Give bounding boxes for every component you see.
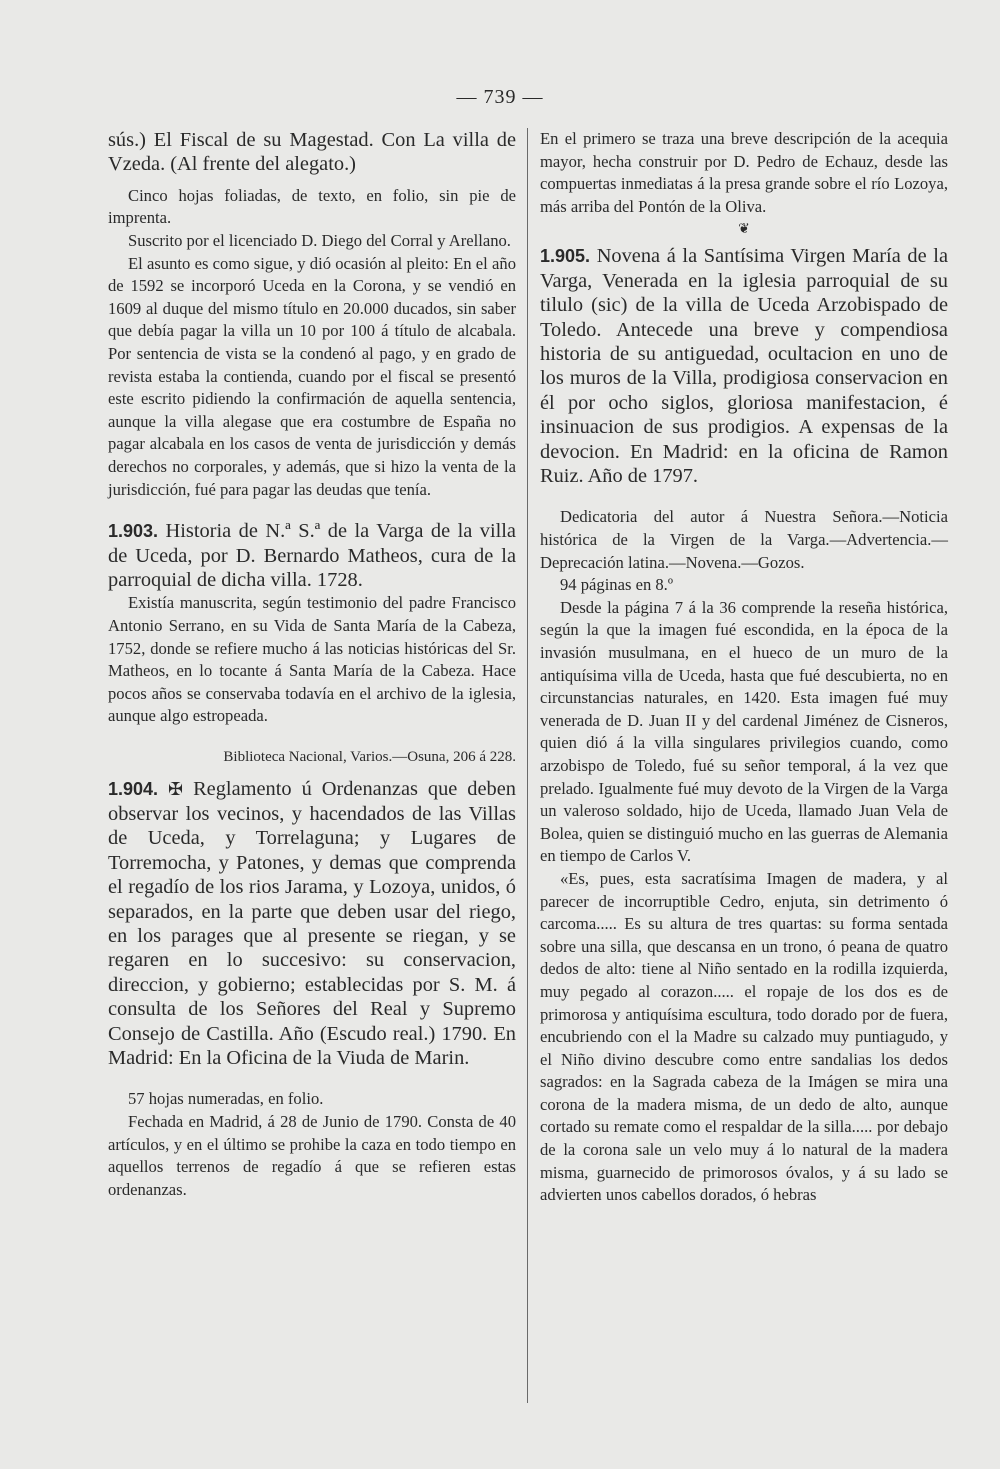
entry-note: Cinco hojas foliadas, de texto, en folio, sin pie de imprenta. xyxy=(108,185,516,228)
right-column xyxy=(540,128,948,1207)
entry-note: Fechada en Madrid, á 28 de Junio de 1790. Consta de 40 artículos, y en el último se prohibe la caza en todo tiempo en aquellos terrenos de regadío á que se refieren estas ordenanzas. xyxy=(108,1111,516,1199)
entry-continuation-title: sús.) El Fiscal de su Magestad. Con La villa de Vzeda. (Al frente del alegato.) xyxy=(108,129,516,176)
entry-1903 xyxy=(108,519,516,592)
entry-continuation-text: En el primero se traza una breve descripción de la acequia mayor, hecha construir por D. Pedro de Echauz, desde las compuertas inmediatas á la presa grande sobre el río Lozoya, más arriba del Pontón de la Oliva. xyxy=(540,129,948,216)
left-column xyxy=(108,128,516,1201)
entry-note: «Es, pues, esta sacratísima Imagen de madera, y al parecer de incorruptible Cedro, enjuta, sin detrimento ó carcoma..... Es su altura de tres quartas: su forma sentada sobre una silla, que descansa en un trono, ó peana de quatro dedos de alto: tiene al Niño sentado en la rodilla izquierda, muy pegado al corazon..... el ropaje de los dos es de primorosa y antiquísima escultura, todo dorado por de fuera, encubriendo con el la Madre su calzado muy puntiagudo, y el Niño divino descubre como entre sandalias los dedos sagrados: en la Sagrada cabeza de la Imágen se mira una corona de la madera misma, de un dedo de alto, aunque cortado su remate como el respaldar de la silla..... por debajo de la corona sale un velo muy á lo natural de la madera misma, guarnecido de primorosos óvalos, y á su lado se advierten unos cabellos dorados, ó hebras xyxy=(540,868,948,1205)
entry-number: 1.904. xyxy=(108,778,159,799)
entry-reference: Biblioteca Nacional, Varios.—Osuna, 206 á 228. xyxy=(223,748,516,765)
column-divider xyxy=(527,128,528,1403)
cross-icon: ✠ xyxy=(168,778,184,800)
entry-title: Reglamento ú Ordenanzas que deben observar los vecinos, y hacendados de las Villas de Uceda, y Torrelaguna; y Lugares de Torremocha, y Patones, y demas que comprenda el regadío de los rios Jarama, y Lozoya, unidos, ó separados, en la parte que deben usar del riego, en los parages que al presente se riegan, y se regaren en lo succesivo: su conservacion, direccion, y gobierno; establecidas por S. M. á consulta de los Señores del Real y Supremo Consejo de Castilla. Año (Escudo real.) 1790. En Madrid: En la Oficina de la Viuda de Marin. xyxy=(108,777,516,1069)
entry-note: Desde la página 7 á la 36 comprende la reseña histórica, según la que la imagen fué escondida, en la época de la invasión musulmana, en el hueco de un muro de la antiquísima villa de Uceda, hasta que fué descubierta, no en circunstancias naturales, en 1420. Esta imagen fué muy venerada de D. Juan II y del cardenal Jiménez de Cisneros, quien dió á la villa singulares privilegios cuando, como arzobispo de Toledo, fué su señor temporal, á la vez que prelado. Igualmente fué muy devoto de la Virgen de la Varga un valeroso soldado, hijo de Uceda, llamado Juan Vela de Bolea, quien se distinguió mucho en las guerras de Alemania en tiempo de Carlos V. xyxy=(540,597,948,866)
ornament-icon: ❦ xyxy=(738,222,750,238)
entry-title: Historia de N.ª S.ª de la Varga de la villa de Uceda, por D. Bernardo Matheos, cura de la parroquial de dicha villa. 1728. xyxy=(108,520,516,591)
page-number: — 739 — xyxy=(456,86,544,108)
entry-note: 94 páginas en 8.º xyxy=(560,575,673,595)
entry-1904 xyxy=(108,777,516,1071)
entry-1905 xyxy=(540,244,948,488)
entry-note: Existía manuscrita, según testimonio del padre Francisco Antonio Serrano, en su Vida de Santa María de la Cabeza, 1752, donde se refiere mucho á las noticias históricas del Sr. Matheos, en lo tocante á Santa María de la Cabeza. Hace pocos años se conservaba todavía en el archivo de la iglesia, aunque algo estropeada. xyxy=(108,593,516,726)
entry-note: Dedicatoria del autor á Nuestra Señora.—Noticia histórica de la Virgen de la Varga.—Advertencia.—Deprecación latina.—Novena.—Gozos. xyxy=(540,507,948,572)
entry-title: Novena á la Santísima Virgen María de la Varga, Venerada en la iglesia parroquial de su tilulo (sic) de la villa de Uceda Arzobispado de Toledo. Antecede una breve y compendiosa historia de su antiguedad, ocultacion en uno de los muros de la Villa, prodigiosa conservacion en él por ocho siglos, gloriosa manifestacion, é insinuacion de sus prodigios. A expensas de la devocion. En Madrid: en la oficina de Ramon Ruiz. Año de 1797. xyxy=(540,245,948,488)
entry-number: 1.905. xyxy=(540,246,591,267)
entry-number: 1.903. xyxy=(108,521,159,542)
entry-note: 57 hojas numeradas, en folio. xyxy=(128,1089,324,1109)
entry-note: El asunto es como sigue, y dió ocasión al pleito: En el año de 1592 se incorporó Uceda en la Corona, y se vendió en 1609 al duque del mismo título en 20.000 ducados, sin saber que debía pagar la villa un 10 por 100 á título de alcabala. Por sentencia de vista se la condenó al pago, y en grado de revista estaba la contienda, cuando por el fiscal se presentó este escrito pidiendo la confirmación de aquella sentencia, aunque la villa alegase que era costumbre de España no pagar alcabala en los casos de venta de jurisdicción y demás derechos no corporales, y además, que si hizo la venta de la jurisdicción, fué para pagar las deudas que tenía. xyxy=(108,253,516,499)
entry-note: Suscrito por el licenciado D. Diego del Corral y Arellano. xyxy=(128,231,511,250)
